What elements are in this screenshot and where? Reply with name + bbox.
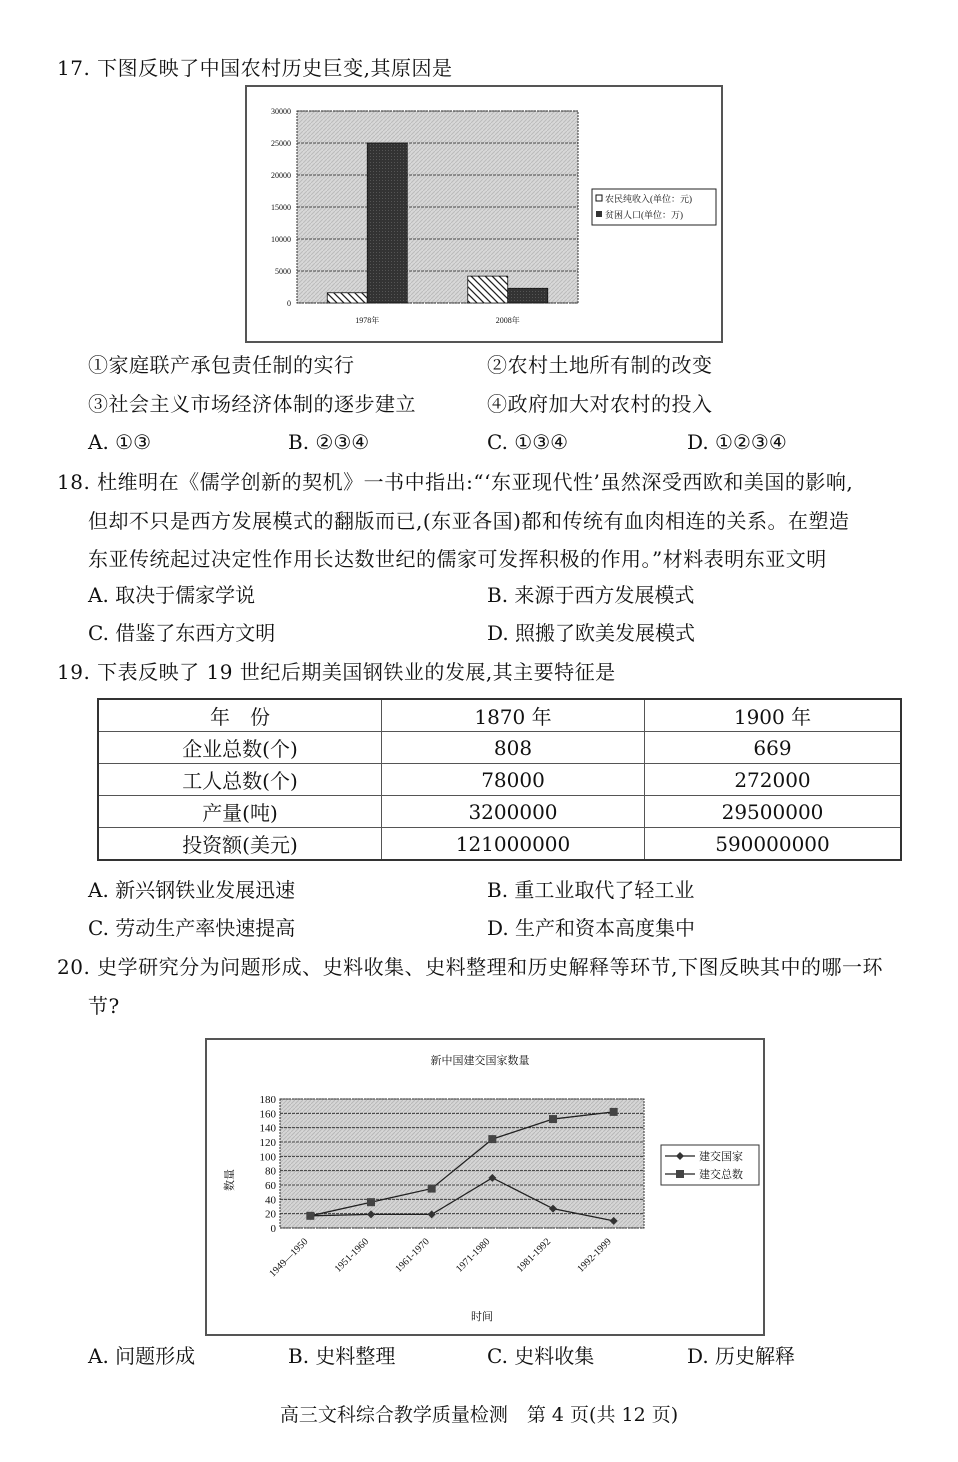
q17-stem: 17. 下图反映了中国农村历史巨变,其原因是 xyxy=(57,56,453,80)
q18-stem-line-3: 东亚传统起过决定性作用长达数世纪的儒家可发挥积极的作用。”材料表明东亚文明 xyxy=(88,547,827,571)
q18-stem-line-1: 18. 杜维明在《儒学创新的契机》一书中指出:“‘东亚现代性’虽然深受西欧和美国的影响, xyxy=(57,470,854,494)
table-cell: 企业总数(个) xyxy=(98,732,382,764)
bar-chart-svg xyxy=(247,87,721,341)
q19-option-d[interactable]: D. 生产和资本高度集中 xyxy=(487,916,696,940)
q20-option-c[interactable]: C. 史料收集 xyxy=(487,1344,595,1368)
data-point-total xyxy=(367,1198,375,1206)
q20-option-a[interactable]: A. 问题形成 xyxy=(88,1344,196,1368)
data-point-total xyxy=(549,1115,557,1123)
steel-industry-table xyxy=(97,698,902,861)
bar-poverty xyxy=(508,288,548,303)
line-x-tick-label: 1951-1960 xyxy=(332,1236,372,1275)
q19-option-b[interactable]: B. 重工业取代了轻工业 xyxy=(487,878,695,902)
q18-option-c[interactable]: C. 借鉴了东西方文明 xyxy=(88,621,276,645)
table-header-cell: 1900 年 xyxy=(645,699,902,732)
legend-label-new: 建交国家 xyxy=(699,1151,743,1163)
table-row xyxy=(98,796,901,828)
q18-option-b[interactable]: B. 来源于西方发展模式 xyxy=(487,583,695,607)
line-chart-ylabel: 数量 xyxy=(224,1169,236,1191)
bar-y-tick-label: 20000 xyxy=(271,171,291,180)
table-header-cell: 1870 年 xyxy=(382,699,645,732)
line-y-tick-label: 20 xyxy=(265,1208,276,1221)
bar-legend xyxy=(592,189,716,225)
q20-stem-line-2: 节? xyxy=(88,994,120,1018)
q19-stem: 19. 下表反映了 19 世纪后期美国钢铁业的发展,其主要特征是 xyxy=(57,660,616,684)
table-cell: 投资额(美元) xyxy=(98,828,382,861)
line-x-tick-label: 1971-1980 xyxy=(454,1236,493,1275)
bar-income xyxy=(468,276,508,303)
line-y-tick-label: 60 xyxy=(265,1180,276,1192)
bar-income xyxy=(327,293,367,303)
line-x-tick-label: 1961-1970 xyxy=(393,1236,432,1275)
data-point-total xyxy=(610,1108,618,1116)
line-y-tick-label: 160 xyxy=(259,1108,276,1121)
q17-statement-1: ①家庭联产承包责任制的实行 xyxy=(88,353,355,377)
q19-option-a[interactable]: A. 新兴钢铁业发展迅速 xyxy=(88,878,296,902)
line-chart-diplomatic-relations xyxy=(205,1038,765,1336)
q20-option-b[interactable]: B. 史料整理 xyxy=(288,1344,396,1368)
line-chart-svg xyxy=(207,1040,763,1334)
table-cell: 工人总数(个) xyxy=(98,764,382,796)
q20-option-d[interactable]: D. 历史解释 xyxy=(687,1344,796,1368)
table-cell: 669 xyxy=(645,732,902,764)
bar-x-tick-label: 1978年 xyxy=(355,316,380,325)
line-y-tick-label: 0 xyxy=(270,1223,276,1235)
bar-y-tick-label: 10000 xyxy=(271,235,291,244)
table-cell: 121000000 xyxy=(382,828,645,861)
legend-marker-square-icon xyxy=(676,1170,684,1178)
table-row xyxy=(98,732,901,764)
legend-swatch-income xyxy=(596,195,602,201)
bar-y-tick-label: 25000 xyxy=(271,139,291,148)
bar-chart-rural-change xyxy=(245,85,723,343)
table-row xyxy=(98,828,901,861)
q17-statement-3: ③社会主义市场经济体制的逐步建立 xyxy=(88,392,416,416)
line-chart-title: 新中国建交国家数量 xyxy=(430,1055,530,1067)
line-y-tick-label: 120 xyxy=(259,1137,276,1149)
q19-option-c[interactable]: C. 劳动生产率快速提高 xyxy=(88,916,296,940)
bar-y-tick-label: 0 xyxy=(287,299,291,308)
table-cell: 3200000 xyxy=(382,796,645,828)
line-y-tick-label: 40 xyxy=(265,1194,276,1207)
line-y-tick-label: 180 xyxy=(259,1094,276,1106)
table-cell: 78000 xyxy=(382,764,645,796)
table-row xyxy=(98,764,901,796)
legend-swatch-poverty xyxy=(596,211,602,217)
q17-statement-2: ②农村土地所有制的改变 xyxy=(487,353,713,377)
line-chart-xlabel: 时间 xyxy=(471,1311,493,1323)
q17-statement-4: ④政府加大对农村的投入 xyxy=(487,392,713,416)
q17-option-c[interactable]: C. ①③④ xyxy=(487,430,569,454)
legend-label-income: 农民纯收入(单位：元) xyxy=(605,194,692,204)
q17-option-a[interactable]: A. ①③ xyxy=(88,430,152,454)
q17-option-b[interactable]: B. ②③④ xyxy=(288,430,370,454)
bar-y-tick-label: 5000 xyxy=(275,267,291,276)
table-cell: 272000 xyxy=(645,764,902,796)
legend-label-poverty: 贫困人口(单位：万) xyxy=(605,210,683,220)
page-footer: 高三文科综合教学质量检测 第 4 页(共 12 页) xyxy=(279,1404,679,1426)
table-header-row xyxy=(98,699,901,732)
q20-stem-line-1: 20. 史学研究分为问题形成、史料收集、史料整理和历史解释等环节,下图反映其中的哪一环 xyxy=(57,955,884,979)
bar-x-tick-label: 2008年 xyxy=(495,316,520,325)
table-cell: 29500000 xyxy=(645,796,902,828)
data-point-total xyxy=(488,1135,496,1143)
line-y-tick-label: 140 xyxy=(259,1122,276,1135)
q18-stem-line-2: 但却不只是西方发展模式的翻版而已,(东亚各国)都和传统有血肉相连的关系。在塑造 xyxy=(88,509,850,533)
line-y-tick-label: 80 xyxy=(265,1165,276,1178)
data-point-total xyxy=(306,1212,314,1220)
table-cell: 产量(吨) xyxy=(98,796,382,828)
bar-poverty xyxy=(367,143,407,303)
data-point-total xyxy=(428,1185,436,1193)
table-cell: 808 xyxy=(382,732,645,764)
bar-y-tick-label: 30000 xyxy=(271,107,291,116)
legend-label-total: 建交总数 xyxy=(699,1169,743,1181)
bar-y-tick-label: 15000 xyxy=(271,203,291,212)
q18-option-a[interactable]: A. 取决于儒家学说 xyxy=(88,583,256,607)
line-y-tick-label: 100 xyxy=(259,1151,276,1164)
line-x-tick-label: 1981-1992 xyxy=(514,1236,554,1275)
q17-option-d[interactable]: D. ①②③④ xyxy=(687,430,787,454)
line-x-tick-label: 1992-1999 xyxy=(575,1236,614,1275)
table-header-cell: 年 份 xyxy=(98,699,382,732)
line-x-tick-label: 1949—1950 xyxy=(267,1236,311,1280)
line-legend xyxy=(661,1145,759,1185)
q18-option-d[interactable]: D. 照搬了欧美发展模式 xyxy=(487,621,696,645)
table-cell: 590000000 xyxy=(645,828,902,861)
